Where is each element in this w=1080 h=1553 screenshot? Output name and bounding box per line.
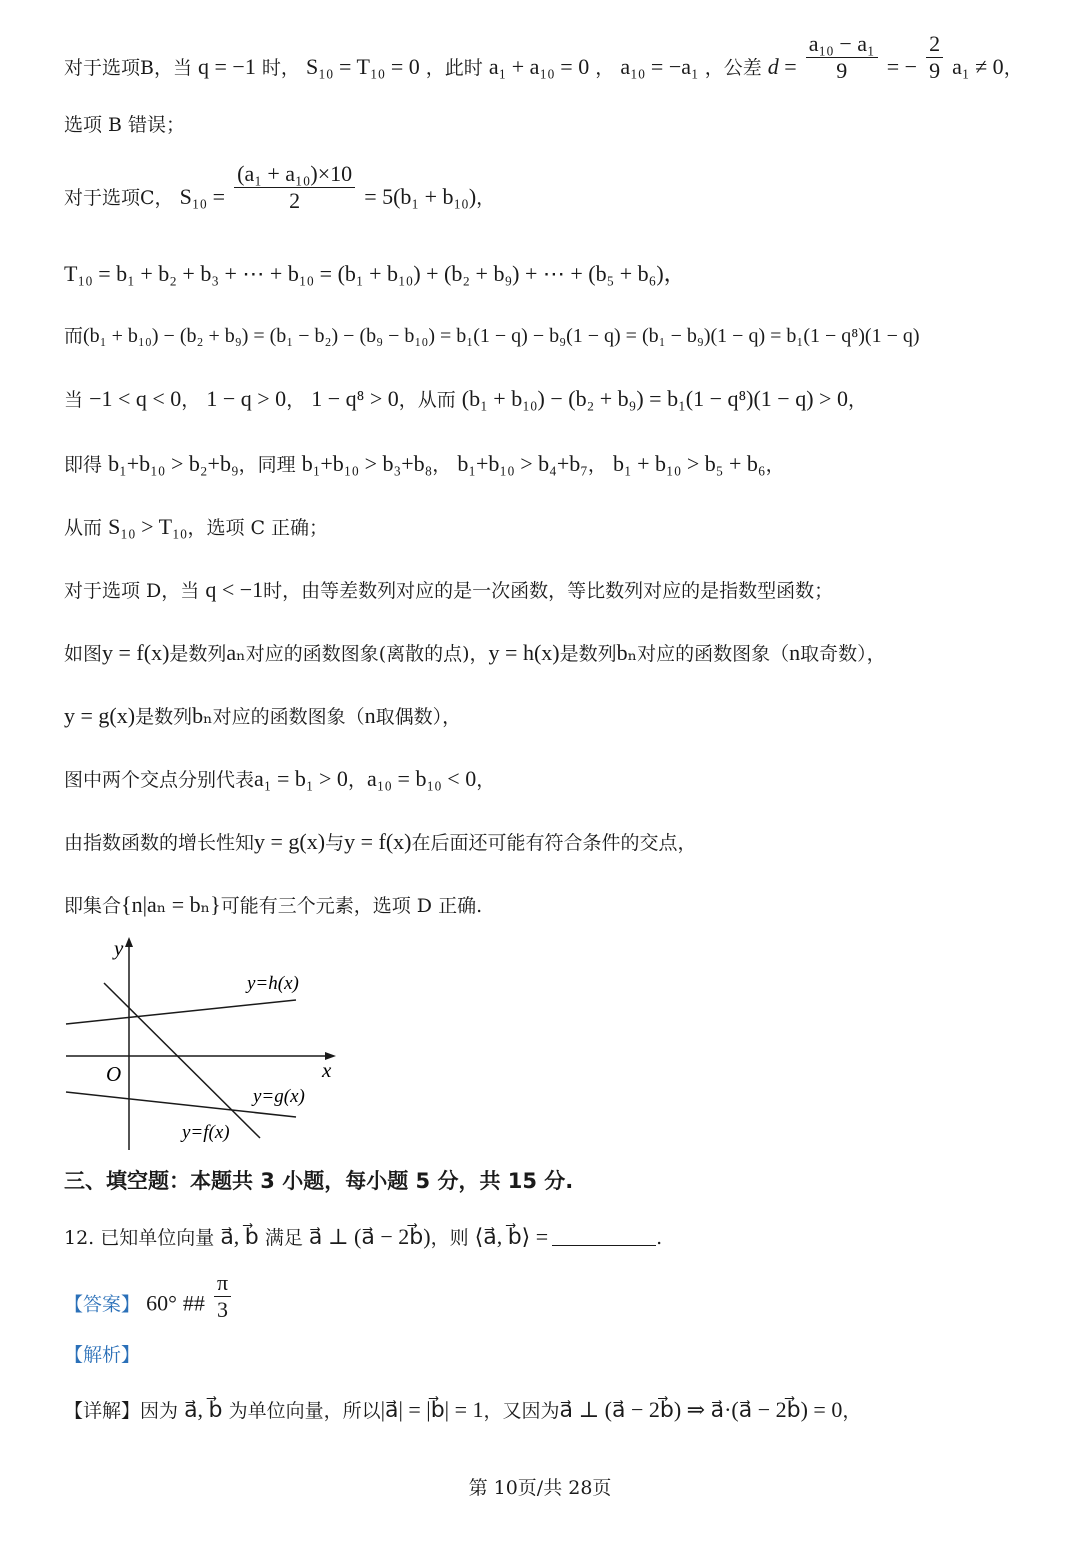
line-intersections: [64, 764, 495, 795]
math: S₁₀ = T₁₀ = 0: [305, 54, 420, 79]
math: y = g(x): [64, 703, 136, 728]
math: a⃗, b⃗: [184, 1397, 223, 1422]
fraction-numerator: π: [214, 1270, 231, 1297]
y-label: y: [114, 936, 124, 960]
page-footer: 第 10页/共 28页: [468, 1477, 612, 1499]
text: 从而: [64, 517, 103, 539]
answer-line: [64, 1270, 234, 1323]
line-difference: [64, 321, 920, 351]
text: 时，: [261, 57, 300, 79]
text: 可能有三个元素，选项 D 正确.: [220, 895, 483, 917]
math: n: [364, 703, 376, 728]
text: 满足: [264, 1227, 303, 1249]
text: 由指数函数的增长性知: [64, 832, 255, 854]
detail-tag: 【详解】: [64, 1400, 141, 1422]
line-option-b: [64, 30, 1023, 84]
text: ，此时: [425, 57, 483, 79]
curve-h: [66, 1000, 296, 1024]
text: 因为: [140, 1400, 179, 1422]
x-label: x: [322, 1058, 332, 1082]
text: 与: [325, 832, 345, 854]
h-label: y=h(x): [247, 973, 299, 994]
math: n: [789, 640, 801, 665]
fraction-denominator: 2: [289, 187, 301, 213]
fraction: [926, 31, 943, 84]
text: 对应的函数图象（: [212, 706, 365, 728]
fraction-denominator: 9: [836, 57, 848, 83]
fraction-denominator: 3: [217, 1297, 229, 1322]
math: a⃗ ⊥ (a⃗ − 2b⃗): [308, 1224, 431, 1249]
line-g-description: [64, 701, 461, 732]
text: 如图: [64, 643, 103, 665]
math: = 5(b₁ + b₁₀): [364, 184, 477, 209]
math: bₙ: [616, 640, 638, 665]
line-q-range: [64, 384, 867, 415]
fraction: [806, 31, 878, 84]
text: ，: [595, 57, 615, 79]
text: ，: [181, 389, 201, 411]
text: .: [656, 1227, 663, 1249]
math: q = −1: [198, 54, 256, 79]
text: ，又因为: [483, 1400, 560, 1422]
text: 时，由等差数列对应的是一次函数，等比数列对应的是指数型函数；: [263, 580, 834, 602]
text: ，则: [430, 1227, 469, 1249]
math: = −: [886, 54, 918, 79]
math: y = h(x): [488, 640, 560, 665]
fraction: [234, 161, 355, 214]
math: b₁ + b₁₀ > b₅ + b₆: [612, 451, 766, 476]
math: b₁+b₁₀ > b₄+b₇: [457, 451, 588, 476]
question-number: 12.: [64, 1227, 95, 1249]
math: S₁₀ =: [179, 184, 226, 209]
text: 对应的函数图象（: [637, 643, 790, 665]
g-label: y=g(x): [253, 1086, 305, 1107]
line-set-conclusion: [64, 890, 482, 921]
text: ，: [847, 389, 867, 411]
text: 即集合: [64, 895, 122, 917]
answer-tag: 【答案】: [64, 1293, 141, 1316]
fraction-numerator: (a₁ + a₁₀)×10: [234, 161, 355, 188]
text: ，: [347, 769, 367, 791]
answer-blank: [552, 1225, 656, 1246]
text: 而: [64, 325, 84, 347]
line-growth: [64, 827, 697, 858]
math: −1 < q < 0: [89, 386, 182, 411]
math: a₁ + a₁₀ = 0: [488, 54, 590, 79]
text: ，: [1003, 57, 1023, 79]
text: 是数列: [559, 643, 617, 665]
section-title: 三、填空题：本题共 3 小题，每小题 5 分，共 15 分.: [64, 1169, 574, 1193]
text: 对应的函数图象(离散的点)，: [245, 643, 489, 665]
math: a₁₀ = b₁₀ < 0: [366, 766, 477, 791]
text: 对于选项B，当: [64, 57, 192, 79]
text: 即得: [64, 454, 103, 476]
math: d: [767, 54, 779, 79]
text: 在后面还可能有符合条件的交点，: [411, 832, 697, 854]
text: ，从而: [398, 389, 456, 411]
text: ，: [476, 187, 496, 209]
line-graph-description: [64, 638, 886, 669]
math: {n|aₙ = bₙ}: [121, 892, 221, 917]
math: =: [784, 54, 797, 79]
text: ，公差: [704, 57, 762, 79]
line-inequalities: [64, 449, 785, 480]
math: (b₁ + b₁₀) − (b₂ + b₉) = b₁(1 − q⁸)(1 − q) > 0: [461, 386, 848, 411]
analysis-tag: 【解析】: [64, 1344, 141, 1366]
text: 为单位向量，所以: [228, 1400, 381, 1422]
text: 取偶数），: [375, 706, 462, 728]
math: ⟨a⃗, b⃗⟩ =: [474, 1224, 549, 1249]
math: y = f(x): [344, 829, 412, 854]
text: 当: [64, 389, 84, 411]
text: ，选项 C 正确；: [187, 517, 329, 539]
text: 是数列: [135, 706, 193, 728]
text: ，: [587, 454, 607, 476]
fraction-numerator: a₁₀ − a₁: [806, 31, 878, 58]
math: a₁ ≠ 0: [952, 54, 1004, 79]
answer-value: 60°: [146, 1290, 177, 1316]
text: 对于选项C，: [64, 187, 174, 209]
math: y = f(x): [102, 640, 170, 665]
line-option-c: [64, 160, 496, 214]
math: a₁₀ = −a₁: [620, 54, 699, 79]
function-graph: [60, 935, 350, 1155]
math: |a⃗| = |b⃗| = 1: [380, 1397, 484, 1422]
text: ，: [286, 389, 306, 411]
line-option-b-conclusion: 选项 B 错误；: [64, 114, 186, 136]
text: ，: [842, 1400, 862, 1422]
detail-line: [64, 1395, 861, 1426]
math: b₁+b₁₀ > b₂+b₉: [108, 451, 239, 476]
f-label: y=f(x): [182, 1122, 230, 1143]
answer-separator: ##: [182, 1290, 205, 1316]
line-option-c-conclusion: [64, 512, 328, 543]
math: a₁ = b₁ > 0: [254, 766, 348, 791]
math: 1 − q > 0: [206, 386, 287, 411]
fraction-numerator: 2: [926, 31, 943, 58]
text: 取奇数），: [800, 643, 886, 665]
math: y = g(x): [254, 829, 326, 854]
math: bₙ: [192, 703, 213, 728]
math: aₙ: [226, 640, 246, 665]
line-option-d: [64, 575, 833, 606]
math: (b₁ + b₁₀) − (b₂ + b₉) = (b₁ − b₂) − (b₉ − b₁₀) = b₁(1 − q) − b₉(1 − q) = (b₁ − b₉)(1 − q) = b₁(1 − q⁸)(1 − q): [83, 325, 920, 347]
text: 对于选项 D，当: [64, 580, 200, 602]
origin-label: O: [106, 1062, 122, 1086]
text: ，: [765, 454, 785, 476]
text: ，: [432, 454, 452, 476]
answer-fraction: [214, 1270, 231, 1323]
math: a⃗, b⃗: [220, 1224, 259, 1249]
text: ，同理: [238, 454, 296, 476]
math: a⃗ ⊥ (a⃗ − 2b⃗) ⇒ a⃗·(a⃗ − 2b⃗) = 0: [559, 1397, 843, 1422]
y-axis-arrow: [125, 937, 133, 947]
math: S₁₀ > T₁₀: [108, 514, 188, 539]
text: 已知单位向量: [100, 1227, 215, 1249]
math: q < −1: [205, 577, 264, 602]
text: 是数列: [169, 643, 227, 665]
fraction-denominator: 9: [929, 57, 941, 83]
math: 1 − q⁸ > 0: [311, 386, 399, 411]
text: 图中两个交点分别代表: [64, 769, 255, 791]
text: ，: [476, 769, 496, 791]
question-12: [64, 1222, 662, 1253]
math: b₁+b₁₀ > b₃+b₈: [301, 451, 433, 476]
line-t10-sum: T₁₀ = b₁ + b₂ + b₃ + ⋯ + b₁₀ = (b₁ + b₁₀) + (b₂ + b₉) + ⋯ + (b₅ + b₆)，: [64, 261, 686, 286]
